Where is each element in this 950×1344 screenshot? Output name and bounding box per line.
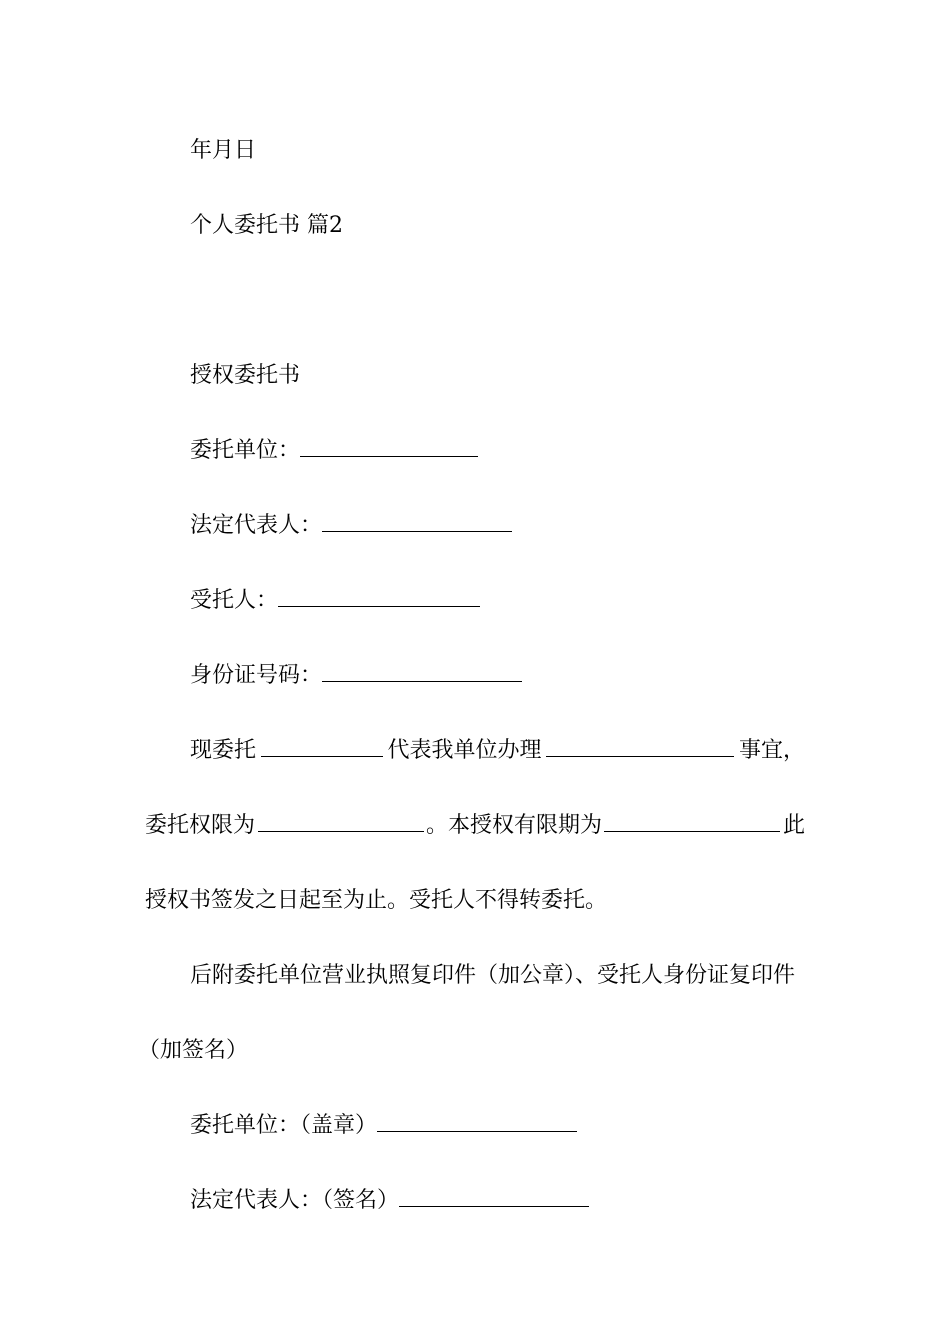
field-client-unit: [190, 436, 478, 466]
p1-blank-agent: [261, 736, 383, 757]
field-agent-label: 受托人：: [190, 588, 279, 613]
agent-blank: [278, 586, 480, 607]
field-legal-rep-label: 法定代表人：: [190, 513, 323, 538]
p2-text-a: 委托权限为: [145, 813, 256, 838]
field-agent: [190, 586, 480, 616]
field-client-unit-label: 委托单位：: [190, 438, 301, 463]
body-paragraph-4-line-1: 后附委托单位营业执照复印件（加公章）、受托人身份证复印件: [190, 963, 796, 988]
body-paragraph-1: [190, 736, 805, 766]
signature-legal-rep: [190, 1186, 589, 1216]
body-paragraph-4-line-2: （加签名）: [138, 1038, 249, 1063]
p2-blank-scope: [258, 811, 424, 832]
id-number-blank: [322, 661, 522, 682]
p1-blank-matter: [546, 736, 734, 757]
signature-legal-rep-label: 法定代表人：（签名）: [190, 1188, 400, 1213]
p1-text-c: 事宜，: [738, 738, 805, 763]
field-id-number-label: 身份证号码：: [190, 663, 323, 688]
p2-text-c: 此: [782, 813, 805, 838]
p2-text-b: 。本授权有限期为: [425, 813, 602, 838]
legal-rep-blank: [322, 511, 512, 532]
body-paragraph-2: [145, 811, 805, 841]
signature-client-unit: [190, 1111, 577, 1141]
signature-client-unit-label: 委托单位：（盖章）: [190, 1113, 378, 1138]
signature-client-unit-blank: [377, 1111, 577, 1132]
p1-text-b: 代表我单位办理: [387, 738, 542, 763]
field-id-number: [190, 661, 522, 691]
signature-legal-rep-blank: [399, 1186, 589, 1207]
body-paragraph-3: 授权书签发之日起至为止。受托人不得转委托。: [145, 888, 608, 913]
field-legal-rep: [190, 511, 512, 541]
p1-text-a: 现委托: [190, 738, 257, 763]
client-unit-blank: [300, 436, 478, 457]
p2-blank-period: [604, 811, 780, 832]
date-line: 年月日: [190, 138, 257, 163]
section-heading: 个人委托书 篇2: [190, 213, 343, 238]
document-title: 授权委托书: [190, 363, 301, 388]
